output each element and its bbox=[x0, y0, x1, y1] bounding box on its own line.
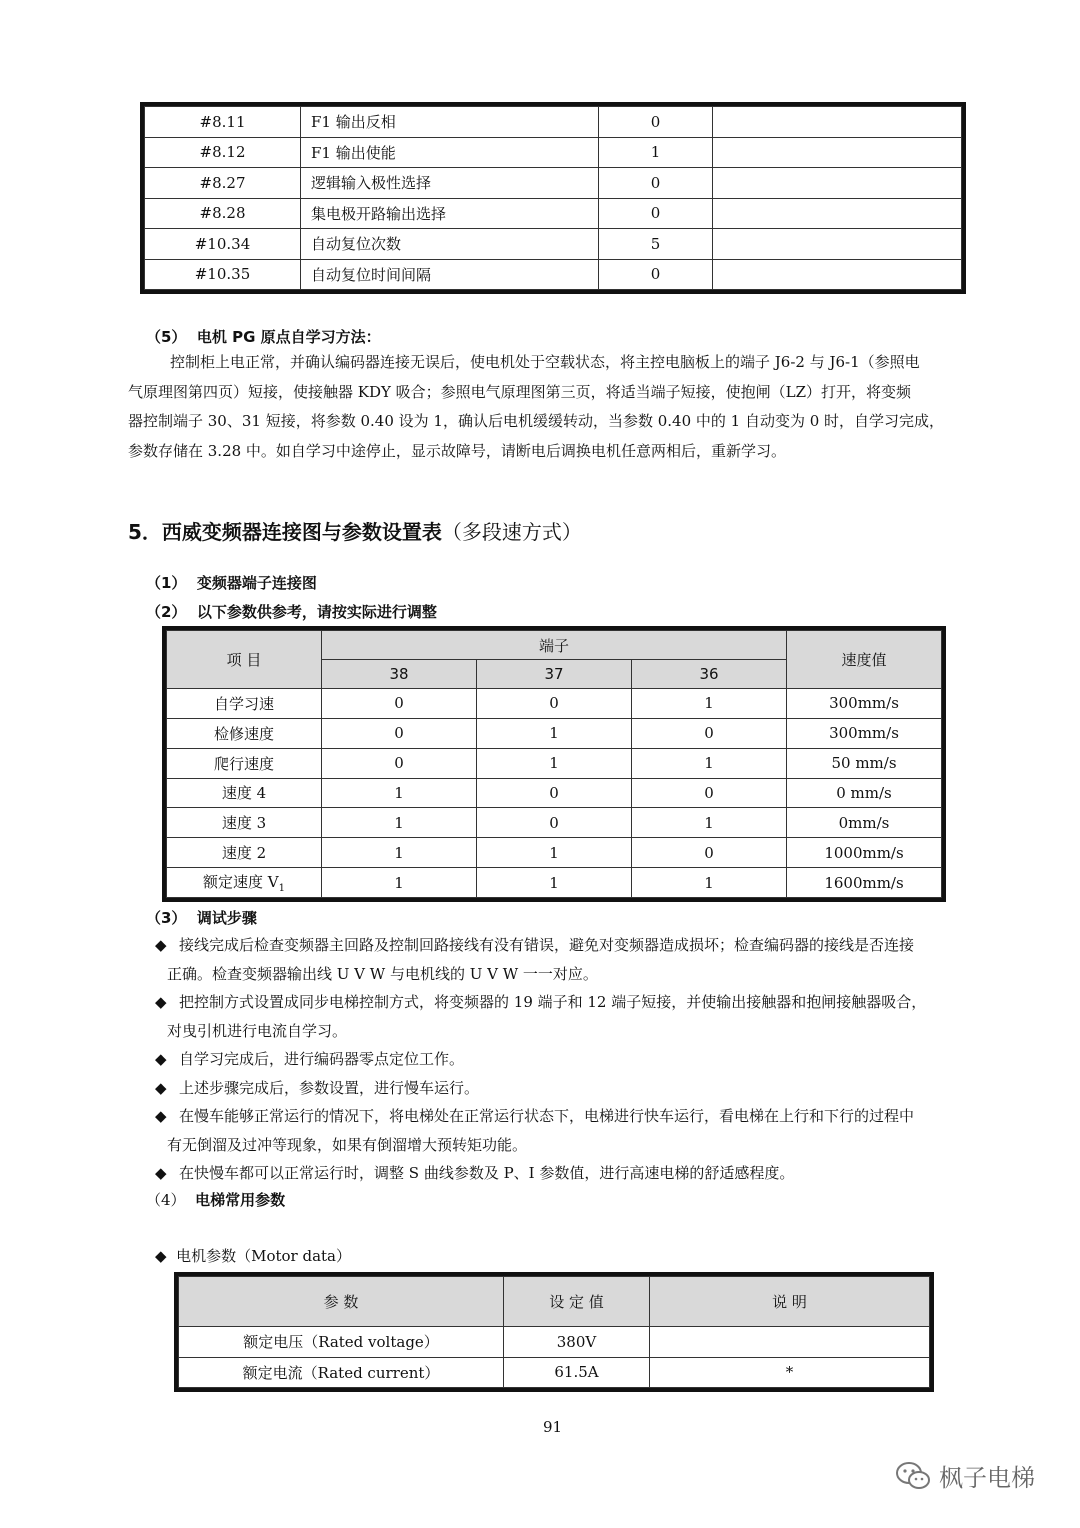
header-param: 参 数 bbox=[179, 1277, 504, 1327]
motor-value: 380V bbox=[504, 1327, 650, 1358]
motor-data-label: ◆ 电机参数（Motor data） bbox=[155, 1247, 351, 1265]
param-name: F1 输出使能 bbox=[301, 137, 599, 168]
list-item bbox=[155, 1102, 980, 1159]
speed-value: 1000mm/s bbox=[787, 838, 942, 868]
bullet-icon: ◆ bbox=[155, 993, 167, 1011]
param-value: 0 bbox=[599, 259, 713, 290]
list-item-text: 在快慢车都可以正常运行时，调整 S 曲线参数及 P、I 参数值，进行高速电梯的舒适感程度。 bbox=[179, 1164, 795, 1182]
terminal-37-value: 0 bbox=[477, 778, 632, 808]
param-note bbox=[713, 137, 962, 168]
list-item-text: 上述步骤完成后，参数设置，进行慢车运行。 bbox=[179, 1078, 480, 1097]
speed-value: 300mm/s bbox=[787, 689, 942, 719]
table-row bbox=[167, 778, 942, 808]
header-terminal-38: 38 bbox=[322, 660, 477, 689]
list-item bbox=[155, 1074, 980, 1103]
terminal-38-value: 0 bbox=[322, 748, 477, 778]
parameter-table-1 bbox=[140, 102, 966, 294]
bullet-icon: ◆ bbox=[155, 1164, 167, 1182]
terminal-38-value: 1 bbox=[322, 808, 477, 838]
table-row bbox=[167, 689, 942, 719]
bullet-icon: ◆ bbox=[155, 1247, 167, 1265]
wechat-icon bbox=[895, 1461, 931, 1491]
table-row bbox=[145, 198, 962, 229]
speed-table bbox=[162, 626, 946, 902]
terminal-38-value: 1 bbox=[322, 838, 477, 868]
param-value: 5 bbox=[599, 229, 713, 260]
speed-value: 50 mm/s bbox=[787, 748, 942, 778]
param-value: 0 bbox=[599, 107, 713, 138]
param-note bbox=[713, 229, 962, 260]
header-terminal-36: 36 bbox=[632, 660, 787, 689]
param-note bbox=[713, 259, 962, 290]
motor-note: * bbox=[650, 1357, 930, 1388]
header-terminal-37: 37 bbox=[477, 660, 632, 689]
watermark: 枫子电梯 bbox=[895, 1458, 1035, 1493]
list-item-text-cont: 有无倒溜及过冲等现象，如果有倒溜增大预转矩功能。 bbox=[167, 1135, 528, 1154]
speed-value: 0mm/s bbox=[787, 808, 942, 838]
speed-name: 检修速度 bbox=[167, 718, 322, 748]
table-row bbox=[145, 137, 962, 168]
param-code: #8.28 bbox=[145, 198, 301, 229]
list-item-text: 接线完成后检查变频器主回路及控制回路接线有没有错误，避免对变频器造成损坏；检查编码器的接线是否连接 bbox=[179, 936, 915, 954]
param-note bbox=[713, 168, 962, 199]
param-value: 0 bbox=[599, 198, 713, 229]
list-item bbox=[155, 1045, 980, 1074]
bullet-icon: ◆ bbox=[155, 1050, 167, 1068]
param-name: 集电极开路输出选择 bbox=[301, 198, 599, 229]
terminal-36-value: 1 bbox=[632, 748, 787, 778]
terminal-37-value: 1 bbox=[477, 868, 632, 898]
param-code: #8.12 bbox=[145, 137, 301, 168]
list-item-text-cont: 正确。检查变频器输出线 U V W 与电机线的 U V W 一一对应。 bbox=[167, 964, 598, 983]
speed-name: 速度 2 bbox=[167, 838, 322, 868]
sub-heading-2: （2） 以下参数供参考，请按实际进行调整 bbox=[146, 603, 437, 621]
param-note bbox=[713, 107, 962, 138]
table-row bbox=[179, 1357, 930, 1388]
terminal-38-value: 0 bbox=[322, 718, 477, 748]
motor-param: 额定电压（Rated voltage） bbox=[179, 1327, 504, 1358]
motor-param: 额定电流（Rated current） bbox=[179, 1357, 504, 1388]
section-5-title: 5．西威变频器连接图与参数设置表（多段速方式） bbox=[128, 520, 582, 544]
terminal-36-value: 1 bbox=[632, 689, 787, 719]
pg-line-4: 参数存储在 3.28 中。如自学习中途停止，显示故障号，请断电后调换电机任意两相后，重新学习。 bbox=[128, 441, 786, 460]
terminal-37-value: 0 bbox=[477, 689, 632, 719]
motor-note bbox=[650, 1327, 930, 1358]
bullet-icon: ◆ bbox=[155, 1078, 167, 1097]
table-row bbox=[167, 838, 942, 868]
param-name: 逻辑输入极性选择 bbox=[301, 168, 599, 199]
terminal-36-value: 0 bbox=[632, 718, 787, 748]
header-speed: 速度值 bbox=[787, 631, 942, 689]
speed-name: 额定速度 $V_1$ bbox=[167, 868, 322, 898]
terminal-38-value: 1 bbox=[322, 778, 477, 808]
sub-heading-1: （1） 变频器端子连接图 bbox=[146, 574, 317, 592]
bullet-icon: ◆ bbox=[155, 1107, 167, 1125]
param-name: F1 输出反相 bbox=[301, 107, 599, 138]
table-row bbox=[145, 168, 962, 199]
terminal-38-value: 1 bbox=[322, 868, 477, 898]
pg-heading: （5） 电机 PG 原点自学习方法： bbox=[146, 328, 381, 346]
terminal-38-value: 0 bbox=[322, 689, 477, 719]
list-item bbox=[155, 1159, 980, 1188]
table-row bbox=[167, 868, 942, 898]
pg-line-1: 控制柜上电正常，并确认编码器连接无误后，使电机处于空载状态，将主控电脑板上的端子 J6-2 与 J6-1（参照电 bbox=[170, 353, 920, 371]
terminal-36-value: 0 bbox=[632, 778, 787, 808]
motor-value: 61.5A bbox=[504, 1357, 650, 1388]
motor-data-table bbox=[174, 1272, 934, 1392]
pg-line-3: 器控制端子 30、31 短接，将参数 0.40 设为 1，确认后电机缓缓转动，当参数 0.40 中的 1 自动变为 0 时，自学习完成， bbox=[128, 412, 945, 430]
table-row bbox=[167, 808, 942, 838]
table-row bbox=[145, 259, 962, 290]
common-heading: （4） 电梯常用参数 bbox=[146, 1191, 286, 1209]
header-note: 说 明 bbox=[650, 1277, 930, 1327]
speed-name: 速度 3 bbox=[167, 808, 322, 838]
param-code: #10.34 bbox=[145, 229, 301, 260]
param-code: #8.27 bbox=[145, 168, 301, 199]
list-item-text: 把控制方式设置成同步电梯控制方式，将变频器的 19 端子和 12 端子短接，并使输出接触器和抱闸接触器吸合， bbox=[179, 993, 927, 1011]
param-name: 自动复位时间间隔 bbox=[301, 259, 599, 290]
pg-paragraph bbox=[128, 348, 978, 466]
terminal-36-value: 0 bbox=[632, 838, 787, 868]
list-item bbox=[155, 988, 980, 1045]
speed-value: 300mm/s bbox=[787, 718, 942, 748]
terminal-36-value: 1 bbox=[632, 868, 787, 898]
param-value: 1 bbox=[599, 137, 713, 168]
header-terminal: 端子 bbox=[322, 631, 787, 660]
terminal-37-value: 1 bbox=[477, 838, 632, 868]
speed-value: 1600mm/s bbox=[787, 868, 942, 898]
speed-name: 自学习速 bbox=[167, 689, 322, 719]
list-item-text-cont: 对曳引机进行电流自学习。 bbox=[167, 1021, 348, 1040]
terminal-36-value: 1 bbox=[632, 808, 787, 838]
table-row bbox=[167, 748, 942, 778]
debug-heading: （3） 调试步骤 bbox=[146, 909, 257, 927]
table-row bbox=[167, 718, 942, 748]
table-row bbox=[145, 107, 962, 138]
bullet-icon: ◆ bbox=[155, 936, 167, 954]
param-code: #8.11 bbox=[145, 107, 301, 138]
param-note bbox=[713, 198, 962, 229]
speed-name: 速度 4 bbox=[167, 778, 322, 808]
table-row bbox=[145, 229, 962, 260]
list-item bbox=[155, 931, 980, 988]
terminal-37-value: 1 bbox=[477, 748, 632, 778]
pg-line-2: 气原理图第四页）短接，使接触器 KDY 吸合；参照电气原理图第三页，将适当端子短接，使抱闸（LZ）打开，将变频 bbox=[128, 382, 912, 401]
terminal-37-value: 0 bbox=[477, 808, 632, 838]
debug-steps bbox=[155, 931, 980, 1188]
page-number: 91 bbox=[542, 1418, 563, 1436]
param-value: 0 bbox=[599, 168, 713, 199]
terminal-37-value: 1 bbox=[477, 718, 632, 748]
param-name: 自动复位次数 bbox=[301, 229, 599, 260]
speed-name: 爬行速度 bbox=[167, 748, 322, 778]
table-row bbox=[179, 1327, 930, 1358]
list-item-text: 自学习完成后，进行编码器零点定位工作。 bbox=[179, 1050, 465, 1068]
header-value: 设 定 值 bbox=[504, 1277, 650, 1327]
param-code: #10.35 bbox=[145, 259, 301, 290]
list-item-text: 在慢车能够正常运行的情况下，将电梯处在正常运行状态下，电梯进行快车运行，看电梯在上行和下行的过程中 bbox=[179, 1107, 915, 1125]
header-item: 项 目 bbox=[167, 631, 322, 689]
speed-value: 0 mm/s bbox=[787, 778, 942, 808]
